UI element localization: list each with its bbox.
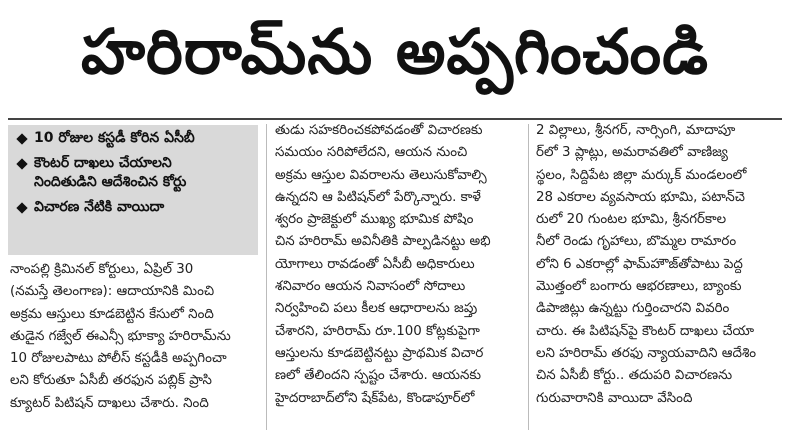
text-line: క్యూటర్‌ పిటిషన్‌ దాఖలు చేశారు. నింది (10, 395, 209, 411)
text-line: యోగాలు రావడంతో ఏసీబీ అధికారులు (275, 256, 475, 272)
text-line: ఆస్తులను కూడబెట్టినట్టు ప్రాథమిక విచార (275, 345, 484, 361)
text-line: శ్వరం ప్రాజెక్టులో ముఖ్య భూమిక పోషిం (275, 212, 474, 228)
text-line: (నమస్తే తెలంగాణ): ఆదాయానికి మించి (10, 284, 215, 300)
text-line: హైదరాబాద్‌లోని షేక్‌పేట, కొండాపూర్‌లో (275, 390, 475, 406)
text-line: గురువారానికి వాయిదా వేసింది (536, 390, 693, 406)
text-line: అక్రమ ఆస్తులు కూడబెట్టిన కేసులో నింది (10, 306, 214, 322)
article-column-1 (10, 259, 260, 415)
text-line: నాంపల్లి క్రిమినల్‌ కోర్టులు, ఏప్రిల్‌ 30 (10, 262, 194, 277)
article-column-2 (275, 120, 525, 410)
text-line: మొత్తంలో బంగారు ఆభరణాలు, బ్యాంకు (536, 279, 742, 295)
text-line: డిపాజిట్లు ఉన్నట్టు గుర్తించారని వివరిం (536, 301, 730, 317)
text-line: శనివారం ఆయన నివాసంలో సోదాలు (275, 279, 466, 295)
diamond-bullet-icon (16, 158, 27, 169)
text-line: లని హరిరామ్‌ తరఫు న్యాయవాదిని ఆదేశిం (536, 345, 757, 361)
highlights-box (8, 125, 258, 255)
text-line: నిర్వహించి పలు కీలక ఆధారాలను జప్తు (275, 301, 478, 317)
text-line: స్థలం, సిద్దిపేట జిల్లా మర్కుక్‌ మండలంలో (536, 167, 747, 183)
column-divider (266, 124, 267, 430)
text-line: రులో 20 గుంటల భూమి, శ్రీనగర్‌కాల (536, 212, 727, 228)
article-headline: హరిరామ్‌ను అప్పగించండి (81, 15, 709, 88)
text-line: చారు. ఈ పిటిషన్‌పై కౌంటర్‌ దాఖలు చేయా (536, 323, 755, 339)
text-line: 28 ఎకరాల వ్యవసాయ భూమి, పటాన్‌చె (536, 189, 745, 205)
text-line: చిన హరిరామ్‌ అవినీతికి పాల్పడినట్టు అభి (275, 234, 491, 250)
highlight-text: విచారణ నేటికి వాయిదా (34, 199, 165, 215)
text-line: సమయం సరిపోలేదని, ఆయన నుంచి (275, 145, 468, 161)
text-line: లోని 6 ఎకరాల్లో ఫామ్‌హౌజ్‌తోపాటు పెద్ద (536, 256, 743, 272)
text-line: చేశారని, హరిరామ్‌ రూ.100 కోట్లకుపైగా (275, 323, 480, 339)
highlight-text: 10 రోజుల కస్టడీ కోరిన ఏసీబీ (34, 130, 195, 146)
text-line: ణలో తేలిందని స్పష్టం చేశారు. ఆయనకు (275, 368, 481, 384)
text-line: ర్‌లో 3 ప్లాట్లు, అమరావతిలో వాణిజ్య (536, 145, 728, 161)
highlight-item (14, 198, 252, 217)
text-line: చిన ఏసీబీ కోర్టు.. తదుపరి విచారణను (536, 368, 733, 384)
text-line: లని కోరుతూ ఏసీబీ తరఫున పబ్లిక్‌ ప్రాసి (10, 373, 212, 389)
column-divider (528, 124, 529, 430)
text-line: ఉన్నదని ఆ పిటిషన్‌లో పేర్కొన్నారు. కాళే (275, 189, 481, 205)
text-line: తుడైన గజ్వేల్‌ ఈఎన్సీ భూక్యా హరిరామ్‌ను (10, 328, 231, 344)
text-line: తుడు సహకరించకపోవడంతో విచారణకు (275, 123, 483, 138)
text-line: అక్రమ ఆస్తుల వివరాలను తెలుసుకోవాల్సి (275, 167, 487, 183)
highlight-item (14, 129, 252, 148)
text-line: నీలో రెండు గృహాలు, బొమ్మల రామారం (536, 234, 737, 250)
text-line: 2 విల్లాలు, శ్రీనగర్‌, నార్సింగి, మాదాపూ (536, 123, 736, 138)
article-column-3 (536, 120, 786, 410)
text-line: 10 రోజులపాటు పోలీస్‌ కస్టడీకి అప్పగించా (10, 351, 227, 367)
diamond-bullet-icon (16, 202, 27, 213)
highlight-item (14, 154, 252, 192)
highlight-text: కౌంటర్‌ దాఖలు చేయాలని నిందితుడిని ఆదేశించిన కోర్టు (34, 155, 187, 190)
diamond-bullet-icon (16, 133, 27, 144)
